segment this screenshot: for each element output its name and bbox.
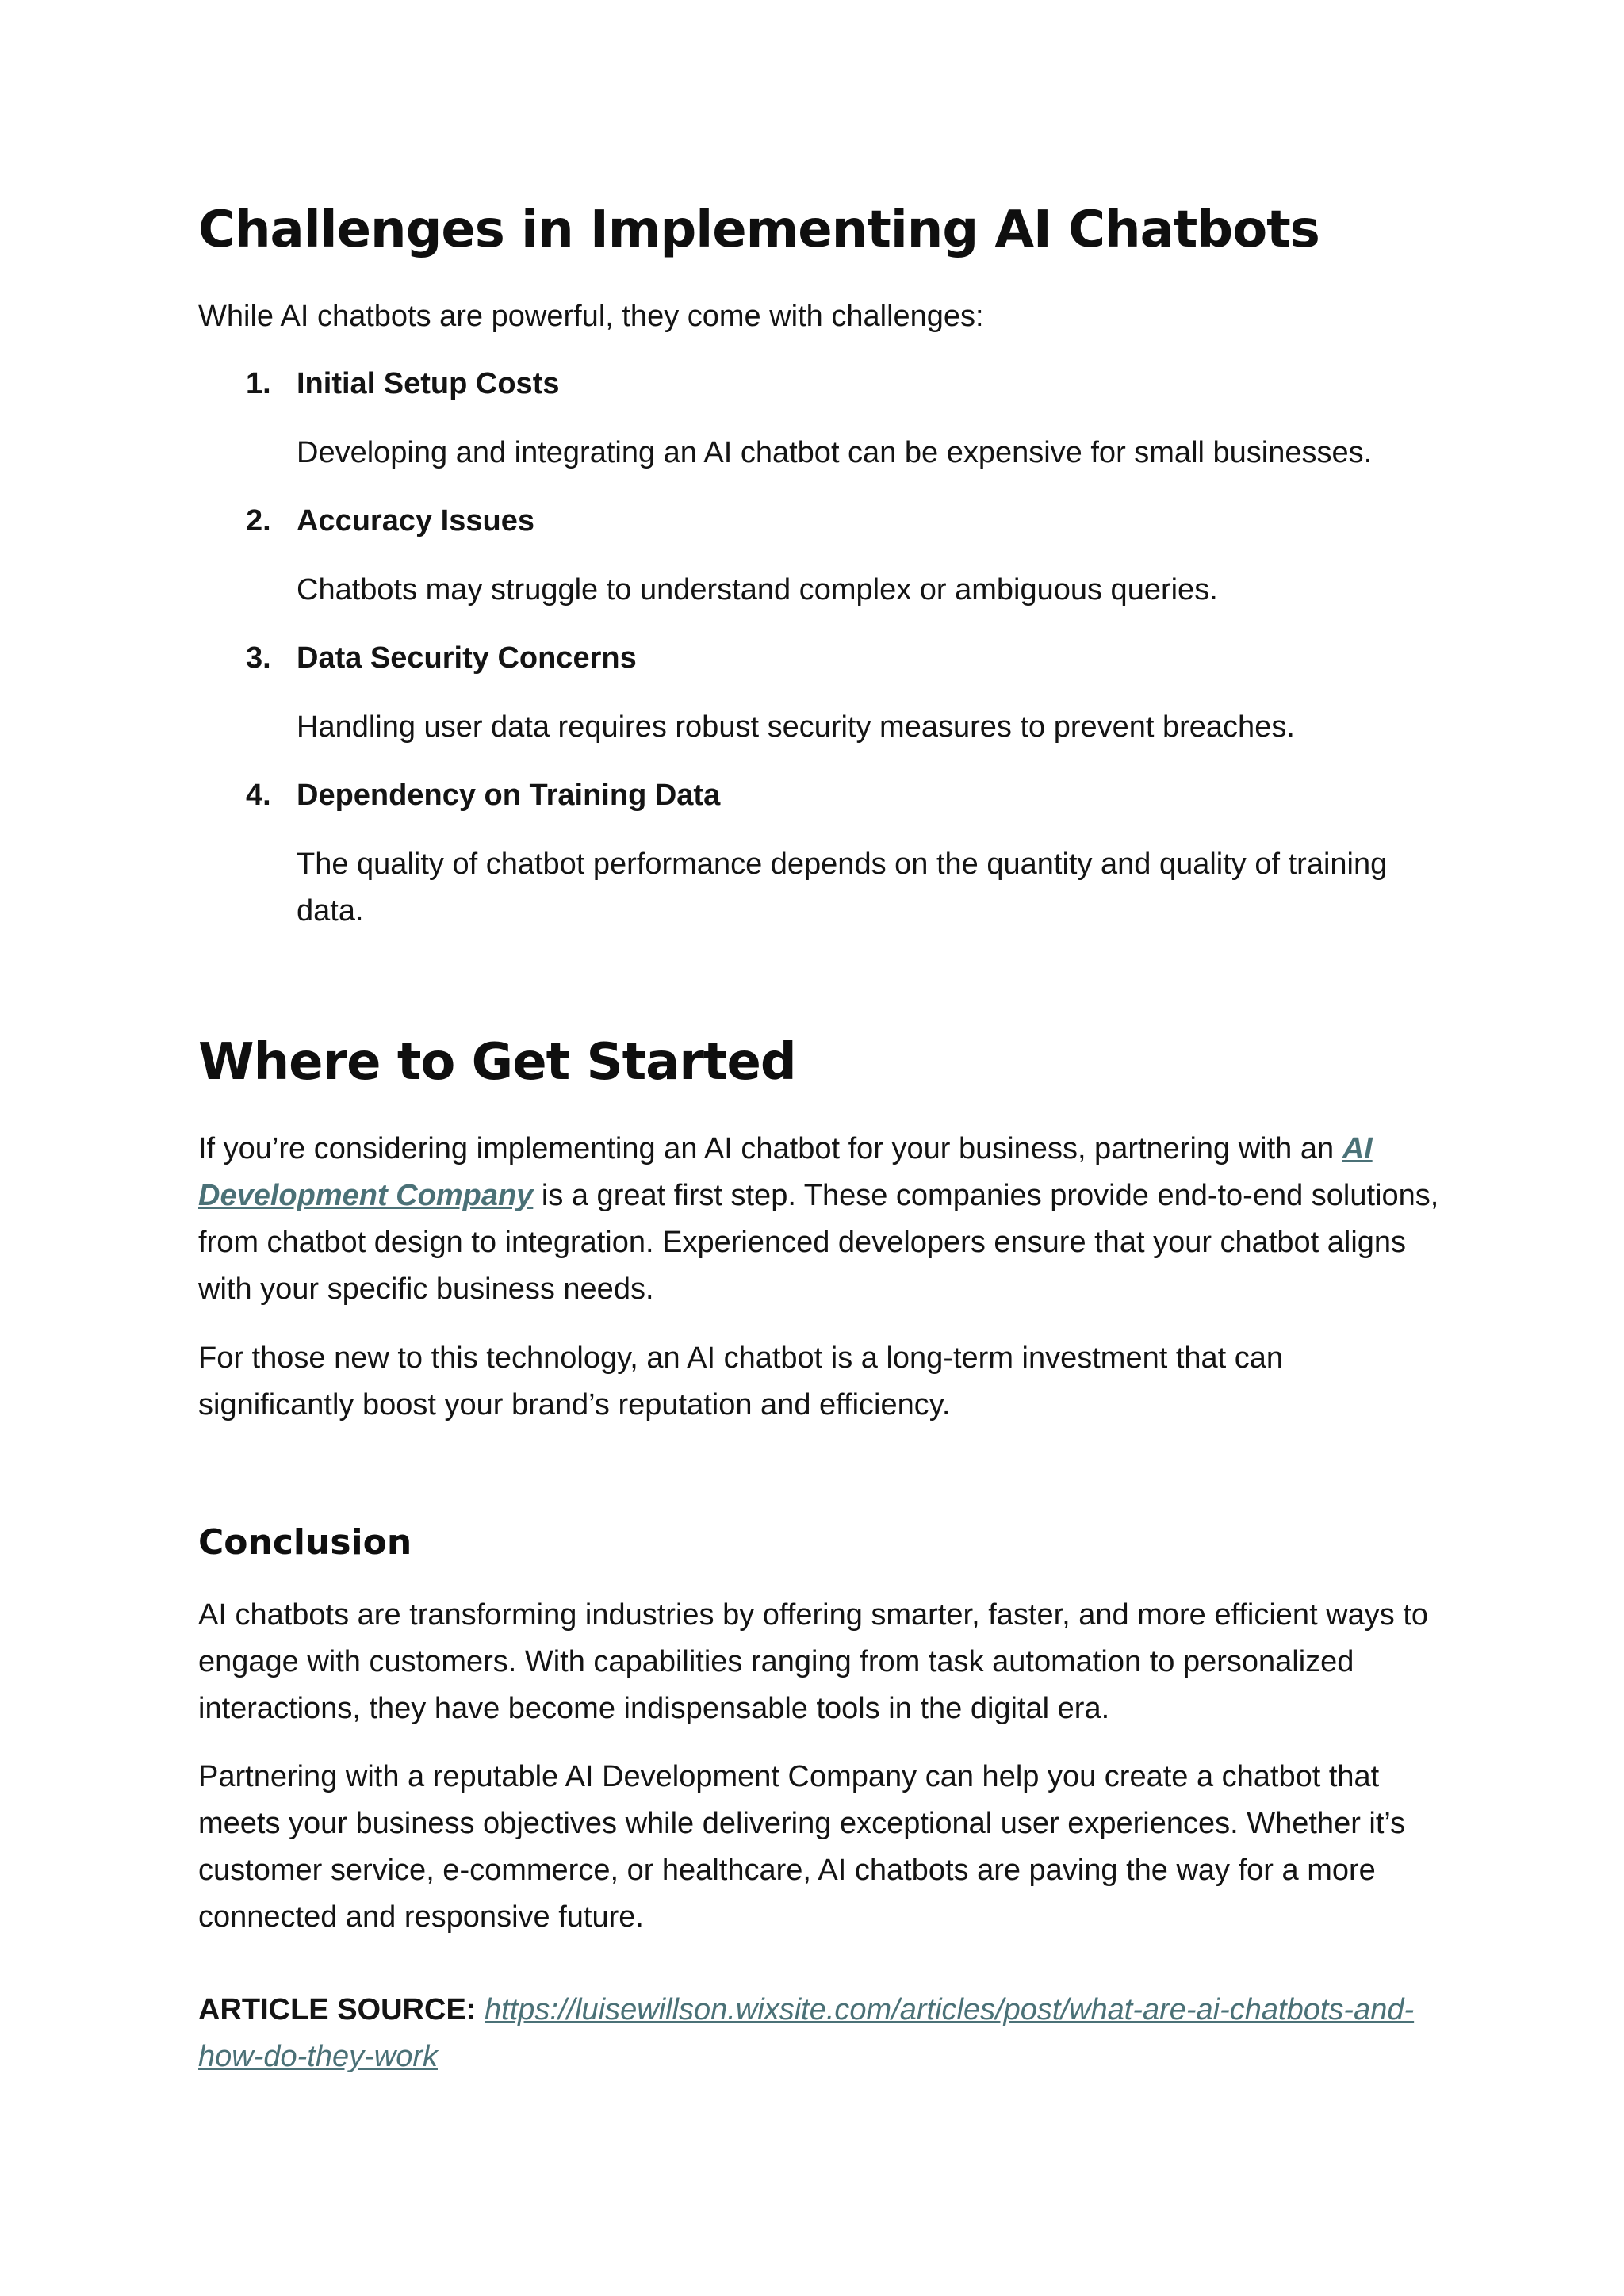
ai-development-company-link[interactable]: AI Development Company xyxy=(198,1132,1373,1212)
heading-challenges: Challenges in Implementing AI Chatbots xyxy=(198,201,1320,259)
list-item-title: Data Security Concerns xyxy=(297,641,637,675)
started-paragraph-2: For those new to this technology, an AI chatbot is a long-term investment that can significantly boost your brand’s reputation and efficiency. xyxy=(198,1341,1284,1422)
list-number: 1. xyxy=(246,367,271,400)
started-p1-after: is a great first step. These companies provide end-to-end solutions, from chatbot design to integration. Experienced developers ensure that your chatbot aligns with your specific business needs. xyxy=(198,1179,1439,1306)
challenges-intro: While AI chatbots are powerful, they come with challenges: xyxy=(198,300,984,333)
list-item-description: Chatbots may struggle to understand complex or ambiguous queries. xyxy=(297,573,1218,607)
heading-where-to-get-started: Where to Get Started xyxy=(198,1033,796,1092)
conclusion-paragraph-1: AI chatbots are transforming industries by offering smarter, faster, and more efficient ways to engage with customers. With capabilities ranging from task automation to personalized interactions, they have become indispensable tools in the digital era. xyxy=(198,1598,1429,1725)
list-item-description: The quality of chatbot performance depends on the quantity and quality of training data. xyxy=(297,848,1388,928)
started-paragraph-1 xyxy=(198,1126,1451,1313)
article-source-link[interactable]: https://luisewillson.wixsite.com/articles/post/what-are-ai-chatbots-and-how-do-they-work xyxy=(198,1993,1415,2073)
list-number: 4. xyxy=(246,779,271,812)
list-number: 3. xyxy=(246,641,271,675)
list-item-description: Developing and integrating an AI chatbot can be expensive for small businesses. xyxy=(297,436,1373,469)
list-item-title: Accuracy Issues xyxy=(297,504,534,538)
list-item-description: Handling user data requires robust security measures to prevent breaches. xyxy=(297,710,1295,744)
conclusion-paragraph-2: Partnering with a reputable AI Development Company can help you create a chatbot that meets your business objectives while delivering exceptional user experiences. Whether it’s customer service, e-commerce, or healthcare, AI chatbots are paving the way for a more connected and responsive future. xyxy=(198,1760,1406,1934)
heading-conclusion: Conclusion xyxy=(198,1522,412,1563)
list-item-title: Dependency on Training Data xyxy=(297,779,721,812)
list-number: 2. xyxy=(246,504,271,538)
article-source-label: ARTICLE SOURCE: xyxy=(198,1993,477,2026)
list-item-title: Initial Setup Costs xyxy=(297,367,560,400)
article-source xyxy=(198,1987,1467,2080)
started-p1-before: If you’re considering implementing an AI chatbot for your business, partnering with an xyxy=(198,1132,1342,1165)
